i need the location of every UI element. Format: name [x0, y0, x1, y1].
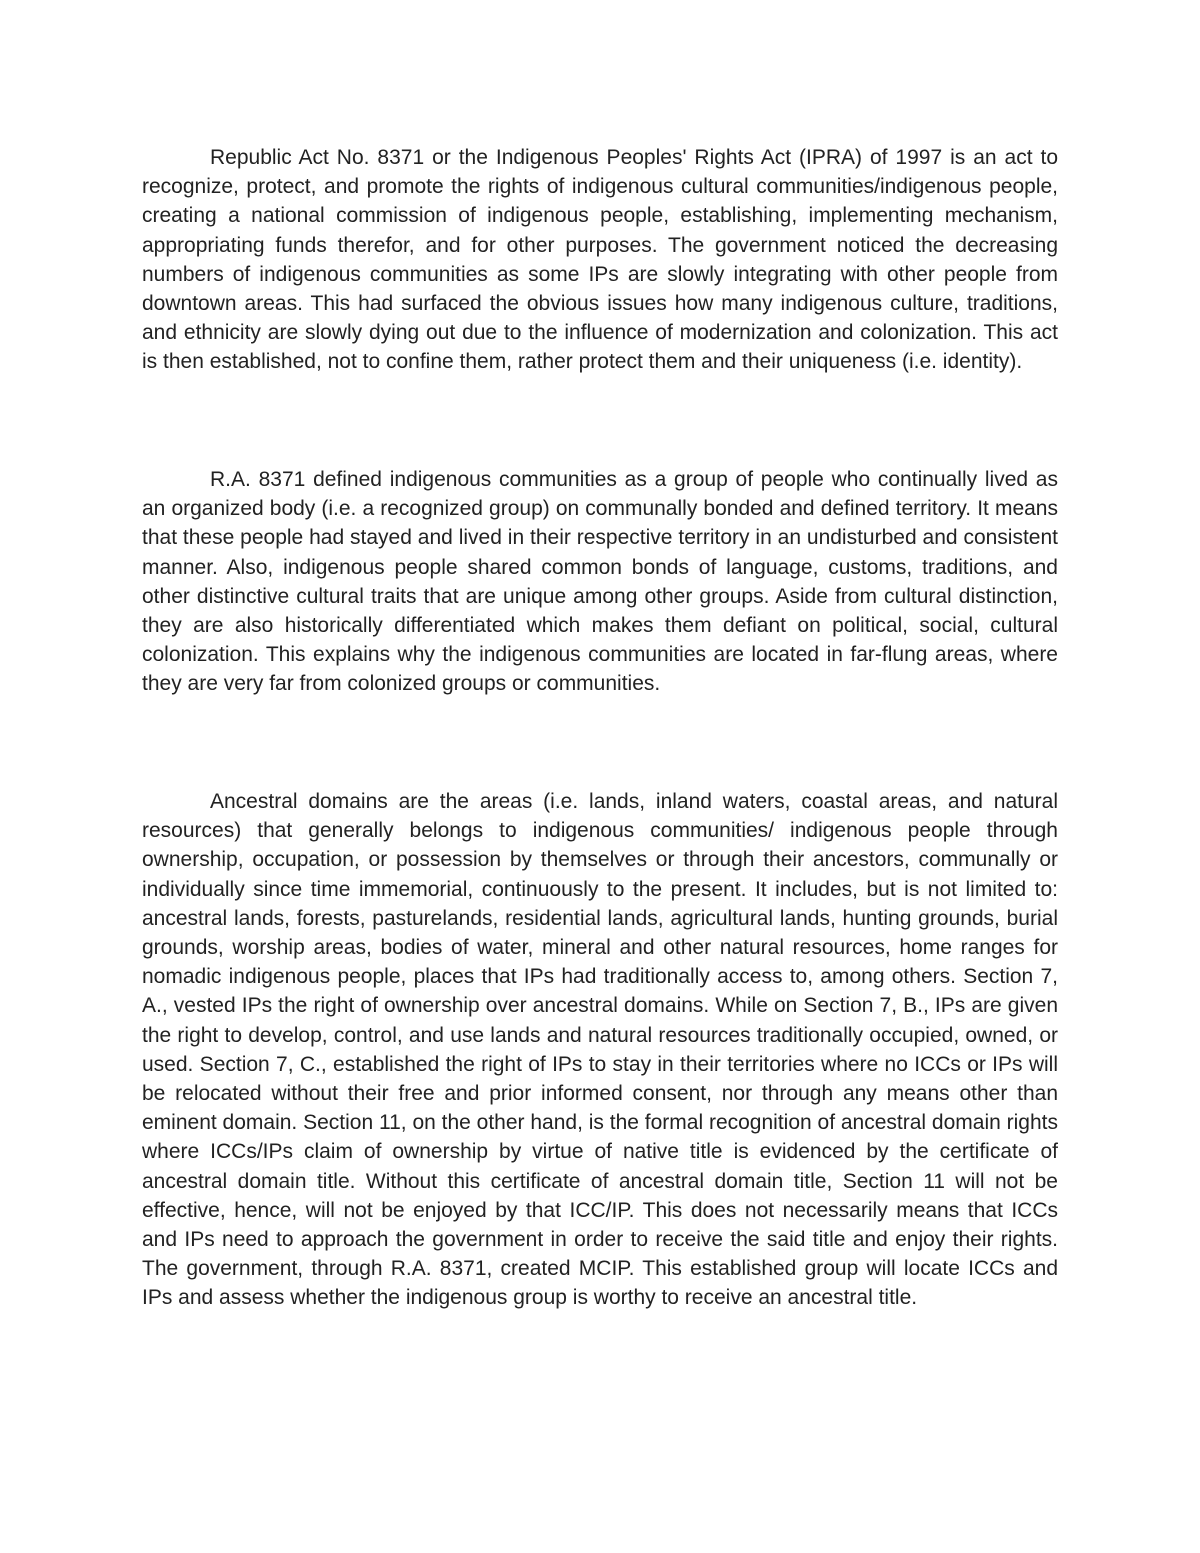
paragraph-indigenous-communities-definition: R.A. 8371 defined indigenous communities as a group of people who continually lived as an organized body (i.e. a recognized group) on communally bonded and defined territory. It means that these people had stayed and lived in their respective territory in an undisturbed and consistent manner. Also, indigenous people shared common bonds of language, customs, traditions, and other distinctive cultural traits that are unique among other groups. Aside from cultural distinction, they are also historically differentiated which makes them defiant on political, social, cultural colonization. This explains why the indigenous communities are located in far-flung areas, where they are very far from colonized groups or communities.: [142, 468, 1058, 696]
paragraph-ancestral-domains: Ancestral domains are the areas (i.e. lands, inland waters, coastal areas, and natural resources) that generally belongs to indigenous communities/ indigenous people through ownership, occupation, or possession by themselves or through their ancestors, communally or individually since time immemorial, continuously to the present. It includes, but is not limited to: ancestral lands, forests, pasturelands, residential lands, agricultural lands, hunting grounds, burial grounds, worship areas, bodies of water, mineral and other natural resources, home ranges for nomadic indigenous people, places that IPs had traditionally access to, among others. Section 7, A., vested IPs the right of ownership over ancestral domains. While on Section 7, B., IPs are given the right to develop, control, and use lands and natural resources traditionally occupied, owned, or used. Section 7, C., established the right of IPs to stay in their territories where no ICCs or IPs will be relocated without their free and prior informed consent, nor through any means other than eminent domain. Section 11, on the other hand, is the formal recognition of ancestral domain rights where ICCs/IPs claim of ownership by virtue of native title is evidenced by the certificate of ancestral domain title. Without this certificate of ancestral domain title, Section 11 will not be effective, hence, will not be enjoyed by that ICC/IP. This does not necessarily means that ICCs and IPs need to approach the government in order to receive the said title and enjoy their rights. The government, through R.A. 8371, created MCIP. This established group will locate ICCs and IPs and assess whether the indigenous group is worthy to receive an ancestral title.: [142, 790, 1058, 1310]
paragraph-ipra-overview: Republic Act No. 8371 or the Indigenous Peoples' Rights Act (IPRA) of 1997 is an act to recognize, protect, and promote the rights of indigenous cultural communities/indigenous people, creating a national commission of indigenous people, establishing, implementing mechanism, appropriating funds therefor, and for other purposes. The government noticed the decreasing numbers of indigenous communities as some IPs are slowly integrating with other people from downtown areas. This had surfaced the obvious issues how many indigenous culture, traditions, and ethnicity are slowly dying out due to the influence of modernization and colonization. This act is then established, not to confine them, rather protect them and their uniqueness (i.e. identity).: [142, 146, 1058, 374]
